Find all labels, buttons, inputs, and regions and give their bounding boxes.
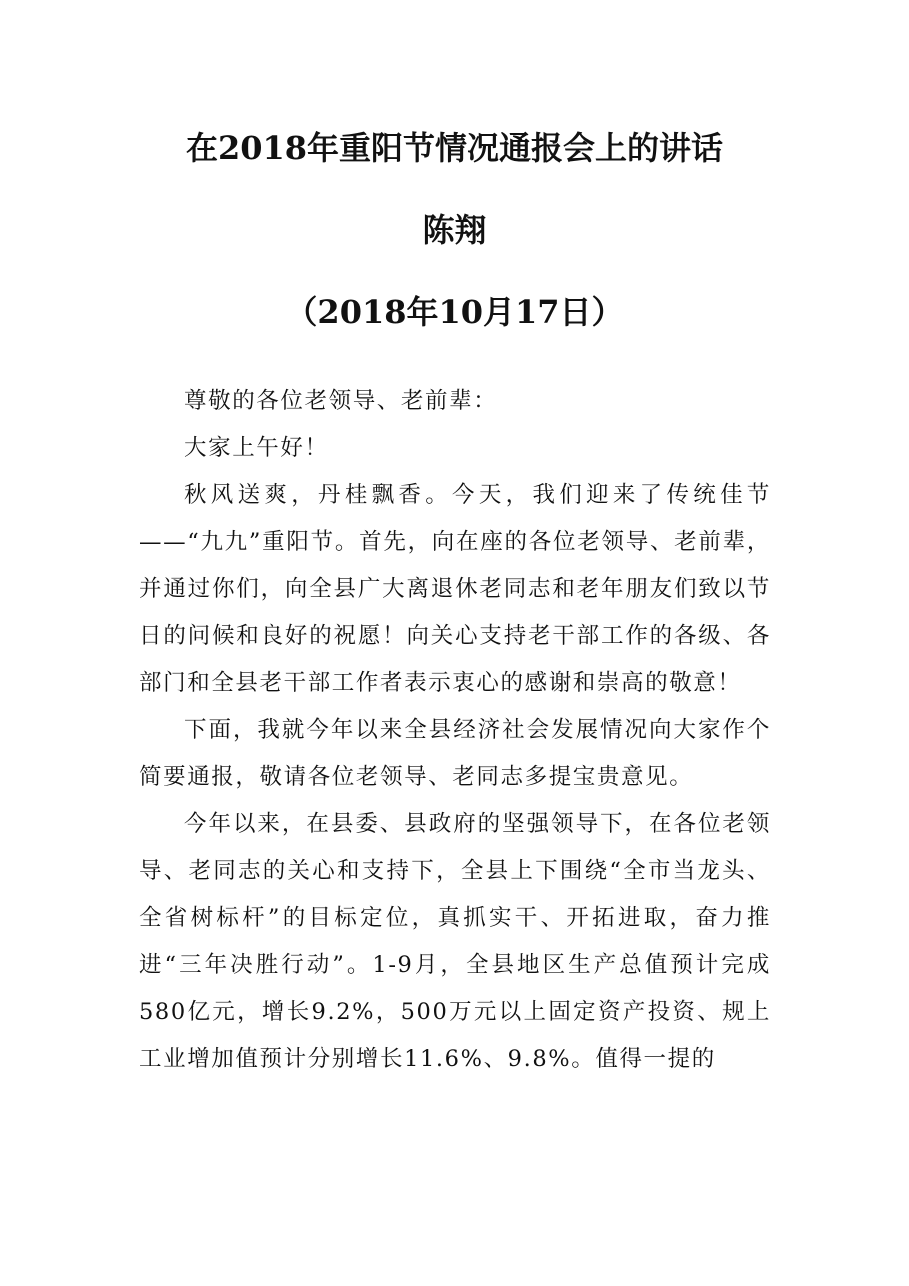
greeting: 大家上午好！	[184, 435, 329, 461]
document-title: 在2018年重阳节情况通报会上的讲话	[185, 129, 724, 167]
speech-body	[139, 378, 771, 1083]
speech-date: （2018年10月17日）	[285, 293, 624, 331]
salutation: 尊敬的各位老领导、老前辈：	[184, 388, 498, 414]
speaker-name: 陈翔	[422, 211, 487, 249]
paragraph-report-intro: 下面，我就今年以来全县经济社会发展情况向大家作个简要通报，敬请各位老领导、老同志多提宝贵意见。	[139, 717, 771, 790]
paragraph-economic-report: 今年以来，在县委、县政府的坚强领导下，在各位老领导、老同志的关心和支持下，全县上下围绕“全市当龙头、全省树标杆”的目标定位，真抓实干、开拓进取，奋力推进“三年决胜行动”。1-9月，全县地区生产总值预计完成580亿元，增长9.2%，500万元以上固定资产投资、规上工业增加值预计分别增长11.6%、9.8%。值得一提的	[139, 811, 771, 1072]
paragraph-holiday-greeting: 秋风送爽，丹桂飘香。今天，我们迎来了传统佳节——“九九”重阳节。首先，向在座的各位老领导、老前辈，并通过你们，向全县广大离退休老同志和老年朋友们致以节日的问候和良好的祝愿！向关心支持老干部工作的各级、各部门和全县老干部工作者表示衷心的感谢和崇高的敬意！	[139, 482, 771, 696]
